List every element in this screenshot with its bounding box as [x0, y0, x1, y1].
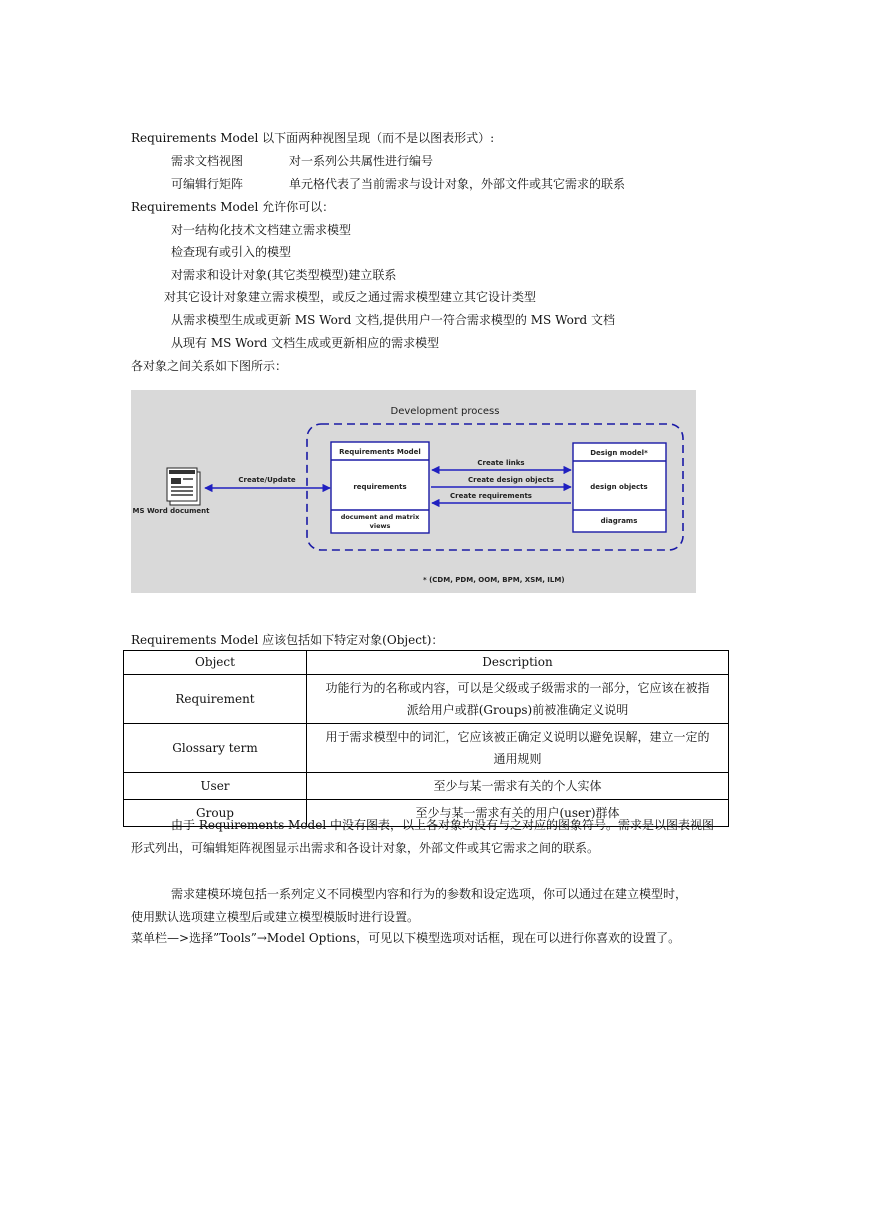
intro-line-1: Requirements Model 以下面两种视图呈现（而不是以图表形式）: — [131, 131, 495, 145]
word-doc-label: MS Word document — [132, 507, 210, 515]
object-cell: Group — [124, 800, 307, 827]
design-model-footer: diagrams — [600, 517, 638, 525]
table-row — [124, 724, 729, 773]
relationship-diagram — [131, 390, 696, 593]
req-model-footer-1: document and matrix — [340, 513, 420, 521]
create-update-label: Create/Update — [238, 476, 296, 484]
ability-item: 检查现有或引入的模型 — [171, 245, 292, 259]
header-object: Object — [124, 651, 307, 675]
view-name: 可编辑行矩阵 — [171, 177, 244, 191]
table-row — [124, 675, 729, 724]
intro-line-2: Requirements Model 允许你可以： — [131, 200, 335, 214]
header-description: Description — [307, 651, 729, 675]
view-item-2 — [171, 176, 625, 192]
view-name: 需求文档视图 — [171, 154, 244, 168]
ability-item: 从需求模型生成或更新 MS Word 文档,提供用户一符合需求模型的 MS Word 文档 — [171, 313, 616, 327]
ability-item: 从现有 MS Word 文档生成或更新相应的需求模型 — [171, 336, 440, 350]
table-row — [124, 773, 729, 800]
diagram-title: Development process — [390, 406, 500, 417]
object-cell: User — [124, 773, 307, 800]
objects-table — [123, 650, 729, 827]
design-model-title: Design model* — [590, 449, 648, 457]
req-model-body: requirements — [353, 483, 407, 491]
paragraph-1: 由于 Requirements Model 中没有图表，以上各对象均没有与之对应的图象符号。需求是以图表视图 形式列出，可编辑矩阵视图显示出需求和各设计对象，外部文件或其它需求之间的联系。 — [131, 818, 714, 855]
view-item-1 — [171, 153, 433, 169]
description-cell: 至少与某一需求有关的个人实体 — [307, 773, 729, 800]
design-model-body: design objects — [590, 483, 648, 491]
view-desc: 单元格代表了当前需求与设计对象，外部文件或其它需求的联系 — [289, 177, 626, 191]
intro-line-3: 各对象之间关系如下图所示： — [131, 359, 288, 373]
ability-item: 对其它设计对象建立需求模型，或反之通过需求模型建立其它设计类型 — [164, 290, 537, 304]
description-cell: 至少与某一需求有关的用户(user)群体 — [307, 800, 729, 827]
create-requirements-label: Create requirements — [450, 492, 532, 500]
req-model-title: Requirements Model — [339, 448, 421, 456]
create-design-objects-label: Create design objects — [468, 476, 554, 484]
description-cell: 功能行为的名称或内容，可以是父级或子级需求的一部分，它应该在被指 派给用户或群(Groups)前被准确定义说明 — [307, 675, 729, 724]
ability-item: 对需求和设计对象(其它类型模型)建立联系 — [171, 268, 397, 282]
ability-item: 对一结构化技术文档建立需求模型 — [171, 223, 352, 237]
table-header-row — [124, 651, 729, 675]
diagram-footnote: * (CDM, PDM, OOM, BPM, XSM, ILM) — [423, 576, 565, 584]
create-links-label: Create links — [477, 459, 525, 467]
paragraph-3: 菜单栏—>选择”Tools”→Model Options，可见以下模型选项对话框，现在可以进行你喜欢的设置了。 — [131, 931, 681, 945]
word-document-icon — [167, 468, 200, 505]
object-cell: Glossary term — [124, 724, 307, 773]
view-desc: 对一系列公共属性进行编号 — [289, 154, 434, 168]
table-caption: Requirements Model 应该包括如下特定对象(Object)： — [131, 633, 444, 647]
req-model-footer-2: views — [369, 522, 391, 530]
object-cell: Requirement — [124, 675, 307, 724]
description-cell: 用于需求模型中的词汇，它应该被正确定义说明以避免误解，建立一定的 通用规则 — [307, 724, 729, 773]
paragraph-2: 需求建模环境包括一系列定义不同模型内容和行为的参数和设定选项，你可以通过在建立模型时， 使用默认选项建立模型后或建立模型模版时进行设置。 — [131, 887, 688, 924]
